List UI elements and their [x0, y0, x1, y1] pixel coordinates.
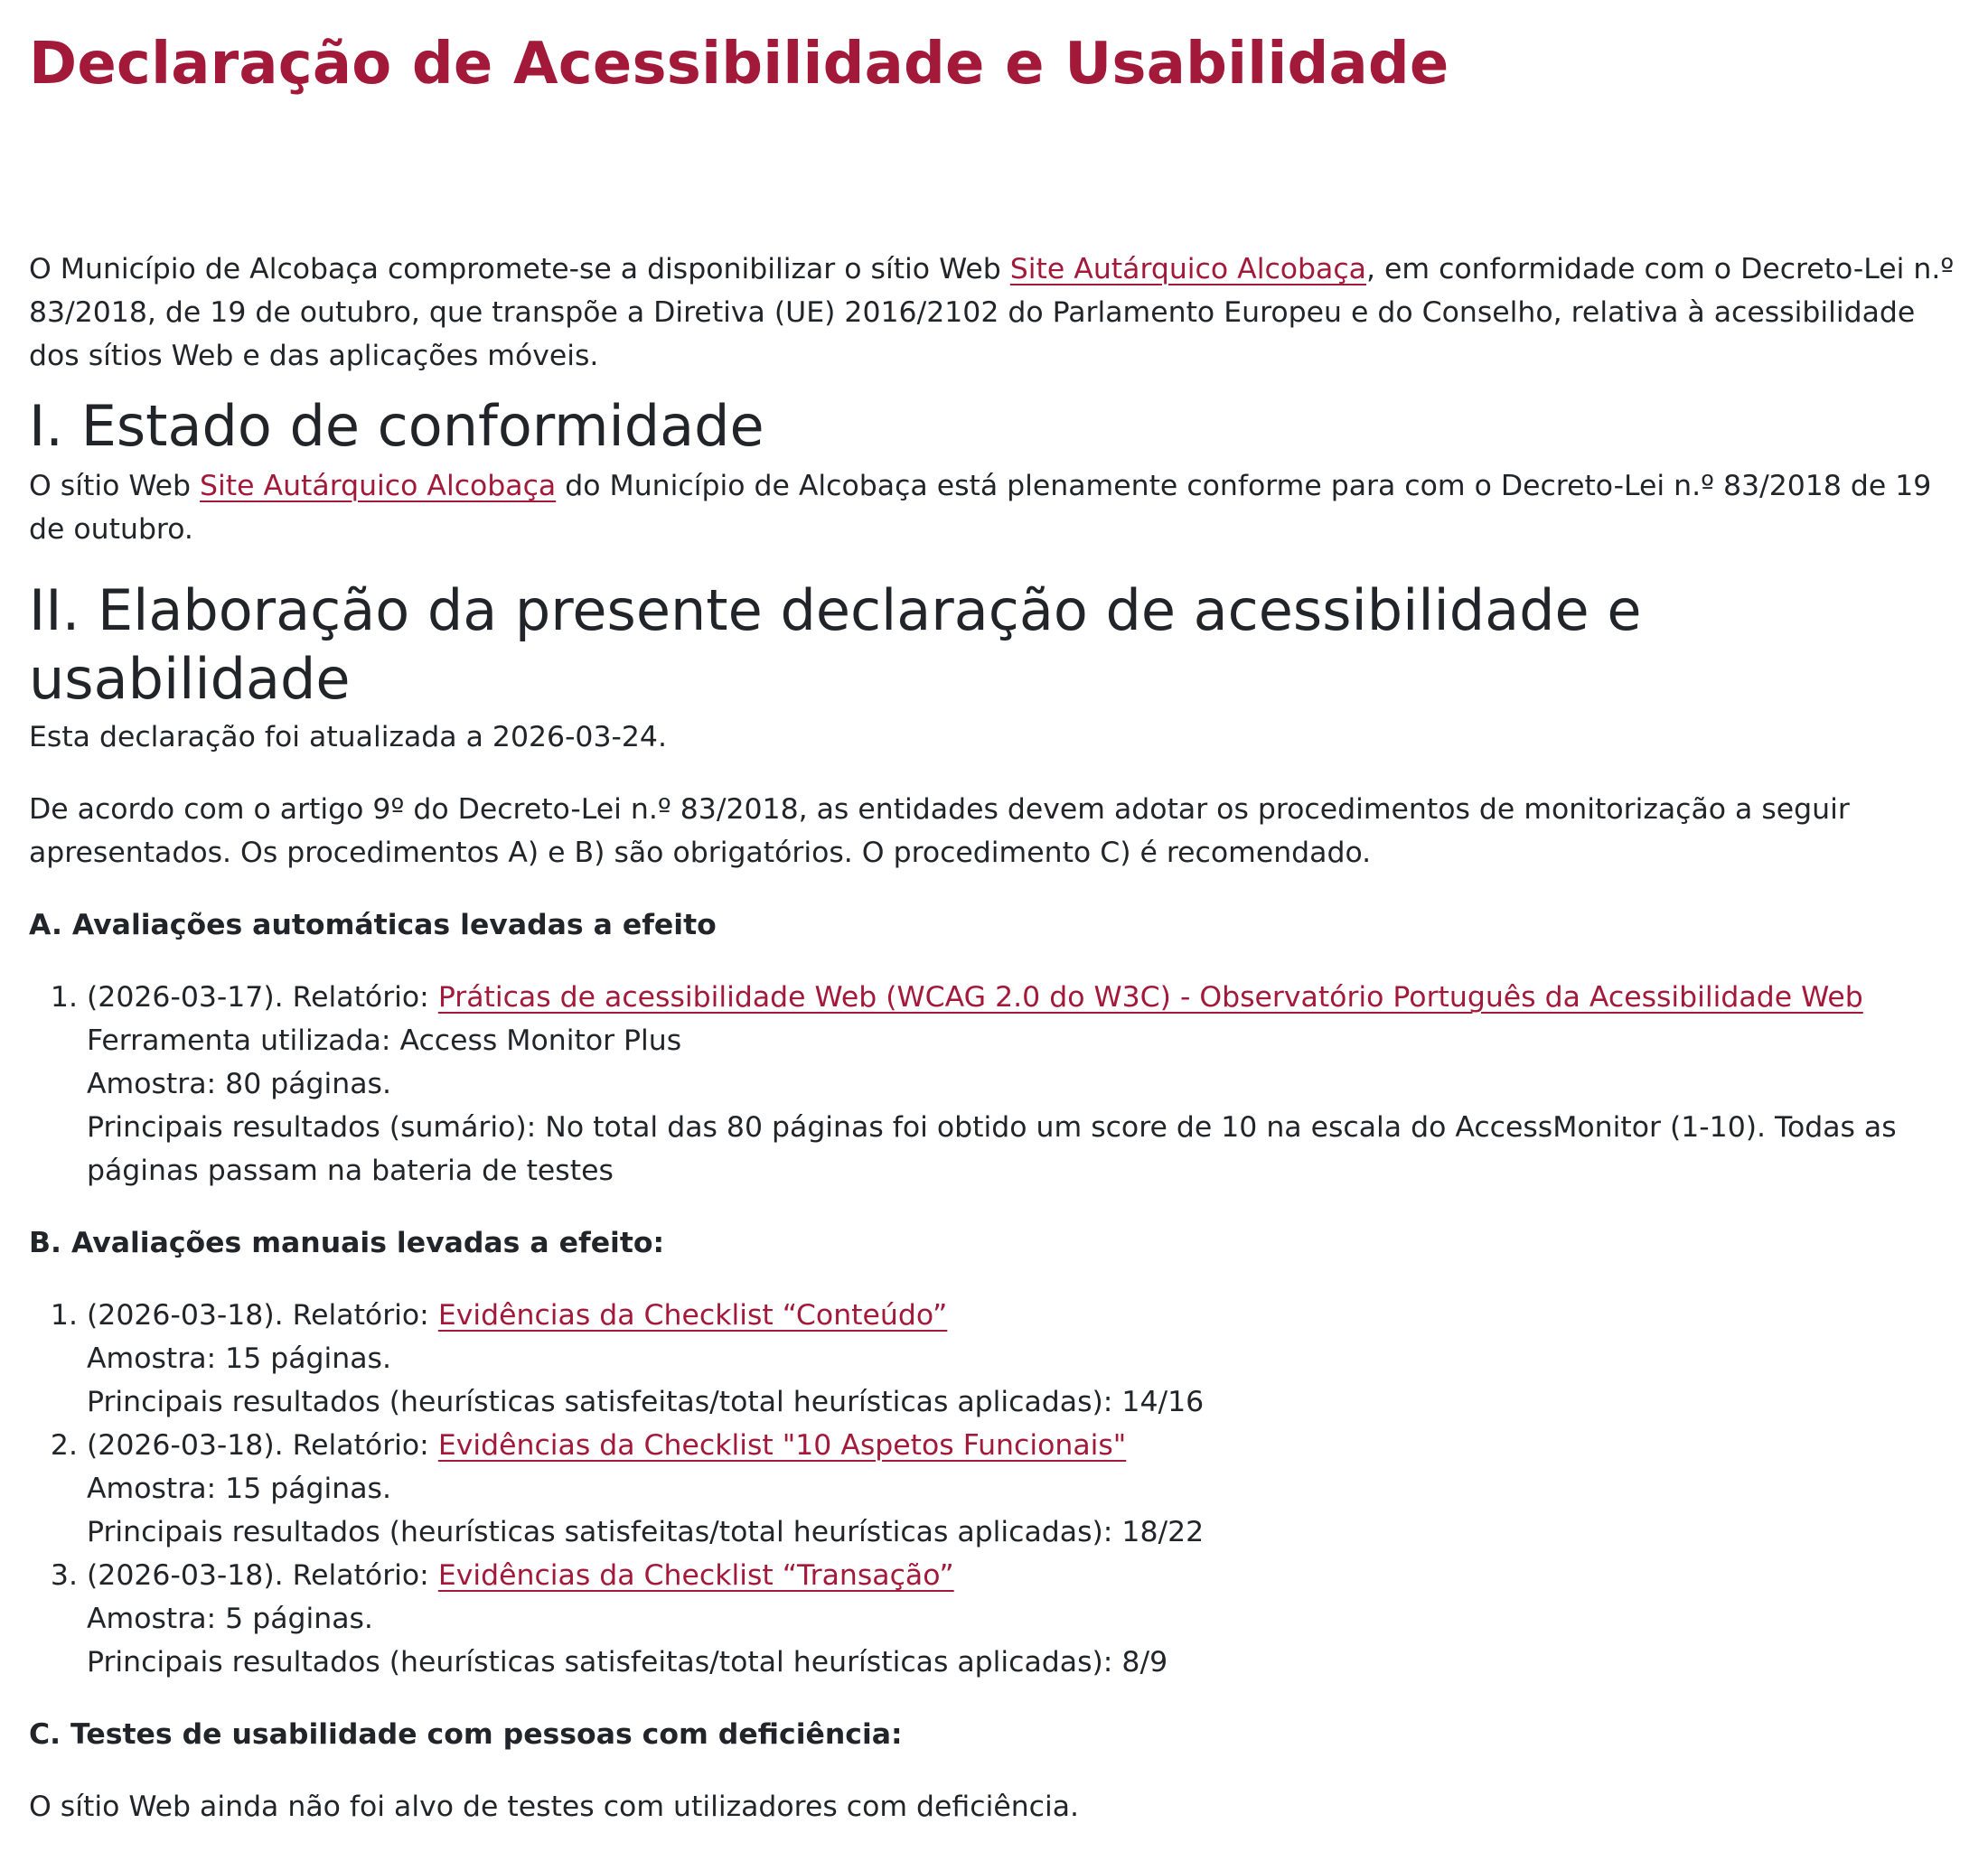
list-item [87, 1424, 1959, 1554]
sample-line: Amostra: 80 páginas. [87, 1068, 391, 1100]
list-item [87, 1294, 1959, 1424]
intro-text-before: O Município de Alcobaça compromete-se a disponibilizar o sítio Web [29, 253, 1010, 285]
list-item [87, 976, 1959, 1192]
results-line: Principais resultados (heurísticas satisfeitas/total heurísticas aplicadas): 8/9 [87, 1646, 1168, 1679]
intro-paragraph [29, 248, 1959, 378]
report-link-observatorio[interactable]: Práticas de acessibilidade Web (WCAG 2.0 do W3C) - Observatório Português da Acessibilidade Web [437, 981, 1863, 1014]
subheading-automatic: A. Avaliações automáticas levadas a efeito [29, 909, 717, 941]
intro-text-after: , em conformidade com o Decreto-Lei n.º 83/2018, de 19 de outubro, que transpõe a Diretiva (UE) 2016/2102 do Parlamento Europeu e do Conselho, relativa à acessibilidade dos sítios Web e das aplicações móveis. [29, 253, 1955, 372]
report-line [87, 1294, 1959, 1337]
monitoring-paragraph: De acordo com o artigo 9º do Decreto-Lei n.º 83/2018, as entidades devem adotar os procedimentos de monitorização a seguir apresentados. Os procedimentos A) e B) são obrigatórios. O procedimento C) é recomendado. [29, 793, 1850, 869]
conformity-text-before: O sítio Web [29, 470, 201, 502]
list-item [87, 1554, 1959, 1684]
report-link-conteudo[interactable]: Evidências da Checklist “Conteúdo” [437, 1299, 948, 1332]
results-line: Principais resultados (heurísticas satisfeitas/total heurísticas aplicadas): 18/22 [87, 1516, 1205, 1548]
manual-evaluations-list [29, 1294, 1959, 1684]
sample-line: Amostra: 15 páginas. [87, 1473, 391, 1505]
page-title: Declaração de Acessibilidade e Usabilidade [29, 31, 1449, 98]
subheading-manual: B. Avaliações manuais levadas a efeito: [29, 1227, 665, 1259]
results-line: Principais resultados (sumário): No total das 80 páginas foi obtido um score de 10 na escala do AccessMonitor (1-10). Todas as páginas passam na bateria de testes [87, 1111, 1897, 1187]
results-line: Principais resultados (heurísticas satisfeitas/total heurísticas aplicadas): 14/16 [87, 1386, 1205, 1418]
report-link-aspetos-funcionais[interactable]: Evidências da Checklist "10 Aspetos Funcionais" [437, 1429, 1127, 1462]
conformity-text-after: do Município de Alcobaça está plenamente conforme para com o Decreto-Lei n.º 83/2018 de 19 de outubro. [29, 470, 1932, 546]
report-line [87, 976, 1959, 1019]
report-prefix: (2026-03-17). Relatório: [87, 981, 438, 1014]
report-link-transacao[interactable]: Evidências da Checklist “Transação” [437, 1559, 954, 1592]
usability-tests-paragraph: O sítio Web ainda não foi alvo de testes com utilizadores com deficiência. [29, 1791, 1080, 1823]
tool-line: Ferramenta utilizada: Access Monitor Plus [87, 1024, 682, 1057]
sample-line: Amostra: 15 páginas. [87, 1342, 391, 1375]
updated-paragraph: Esta declaração foi atualizada a 2026-03-24. [29, 721, 667, 753]
sample-line: Amostra: 5 páginas. [87, 1603, 373, 1635]
section-heading-conformity: I. Estado de conformidade [29, 393, 764, 459]
report-prefix: (2026-03-18). Relatório: [87, 1559, 438, 1592]
site-link-intro[interactable]: Site Autárquico Alcobaça [1009, 253, 1366, 285]
automatic-evaluations-list [29, 976, 1959, 1192]
site-link-conformity[interactable]: Site Autárquico Alcobaça [200, 470, 557, 502]
report-line [87, 1554, 1959, 1597]
report-prefix: (2026-03-18). Relatório: [87, 1299, 438, 1332]
report-line [87, 1424, 1959, 1467]
report-prefix: (2026-03-18). Relatório: [87, 1429, 438, 1462]
section-heading-elaboration: II. Elaboração da presente declaração de acessibilidade e usabilidade [29, 577, 1642, 712]
subheading-usability-tests: C. Testes de usabilidade com pessoas com deficiência: [29, 1718, 903, 1751]
conformity-paragraph [29, 464, 1959, 551]
